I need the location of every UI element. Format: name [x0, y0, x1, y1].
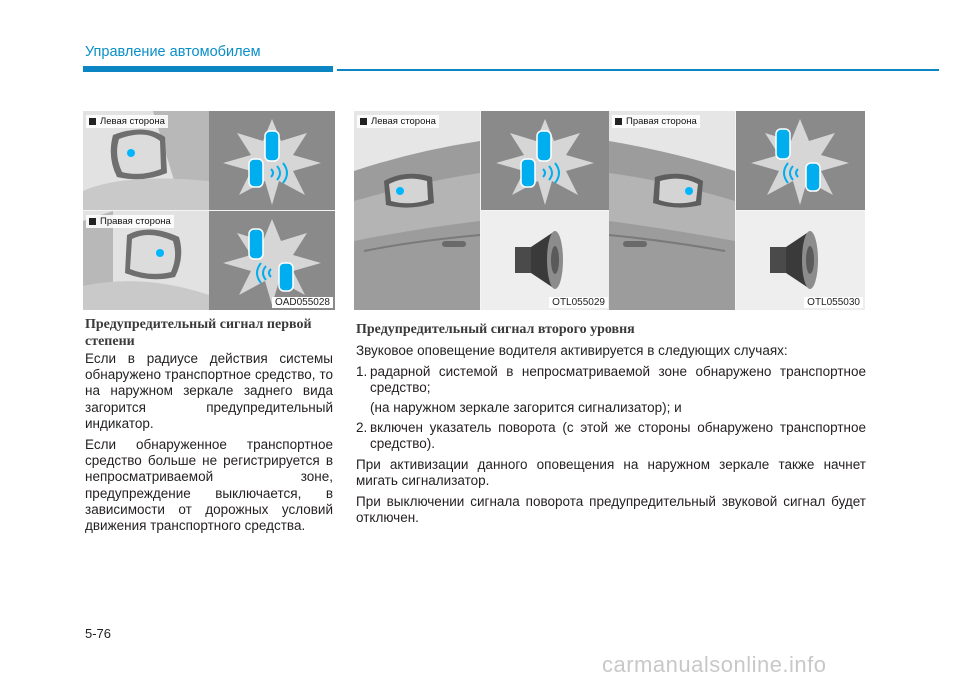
caption-left-side: Левая сторона: [86, 115, 168, 128]
speaker-icon: [481, 211, 610, 310]
header-title: Управление автомобилем: [85, 44, 261, 60]
caption-left-side: Левая сторона: [357, 115, 439, 128]
car-side-illustration-left: [354, 111, 480, 310]
list-text: радарной системой в непросматриваемой зоне обнаружено транспортное средство;: [370, 364, 866, 396]
radar-illustration: [481, 111, 610, 210]
figure-code: OAD055028: [272, 297, 333, 308]
list-item: [370, 400, 866, 416]
radar-illustration-right: [209, 211, 335, 310]
paragraph-intro: Звуковое оповещение водителя активируется в следующих случаях:: [356, 343, 788, 358]
page-number: 5-76: [85, 626, 112, 641]
car-side-illustration-right: [609, 111, 735, 310]
header-rule-thick: [83, 66, 333, 72]
list-number: 1.: [356, 364, 368, 379]
paragraph: Если обнаруженное транспортное средство больше не регистрируется в непросматриваемой зоне, предупреждение выключается, в зависимости от дорожных условий движения транспортного средства.: [85, 437, 333, 534]
caption-right-side: Правая сторона: [86, 215, 174, 228]
figure-second-level-left: [354, 111, 610, 310]
radar-illustration-left: [209, 111, 335, 210]
radar-illustration: [736, 111, 865, 210]
figure-first-level-warning: [83, 111, 335, 310]
section-heading-first-level: Предупредительный сигнал первой степени: [85, 317, 312, 349]
figure-code: OTL055030: [804, 297, 863, 308]
list-item: [356, 420, 866, 452]
paragraph: При активизации данного оповещения на наружном зеркале также начнет мигать сигнализатор.: [356, 457, 866, 489]
list-number: 2.: [356, 420, 368, 435]
list-item: [356, 364, 866, 396]
figure-second-level-right: [609, 111, 865, 310]
watermark: carmanualsonline.info: [602, 652, 827, 677]
caption-right-side: Правая сторона: [612, 115, 700, 128]
header-rule-thin: [337, 69, 939, 71]
section-heading-second-level: Предупредительный сигнал второго уровня: [356, 322, 635, 337]
figure-code: OTL055029: [549, 297, 608, 308]
speaker-icon: [736, 211, 865, 310]
paragraph: При выключении сигнала поворота предупредительный звуковой сигнал будет отключен.: [356, 494, 866, 526]
list-text: (на наружном зеркале загорится сигнализатор); и: [370, 400, 682, 415]
list-text: включен указатель поворота (с этой же стороны обнаружено транспортное средство).: [370, 420, 866, 452]
paragraph: Если в радиусе действия системы обнаружено транспортное средство, то на наружном зеркале заднего вида загорится предупредительный индикатор.: [85, 351, 333, 431]
